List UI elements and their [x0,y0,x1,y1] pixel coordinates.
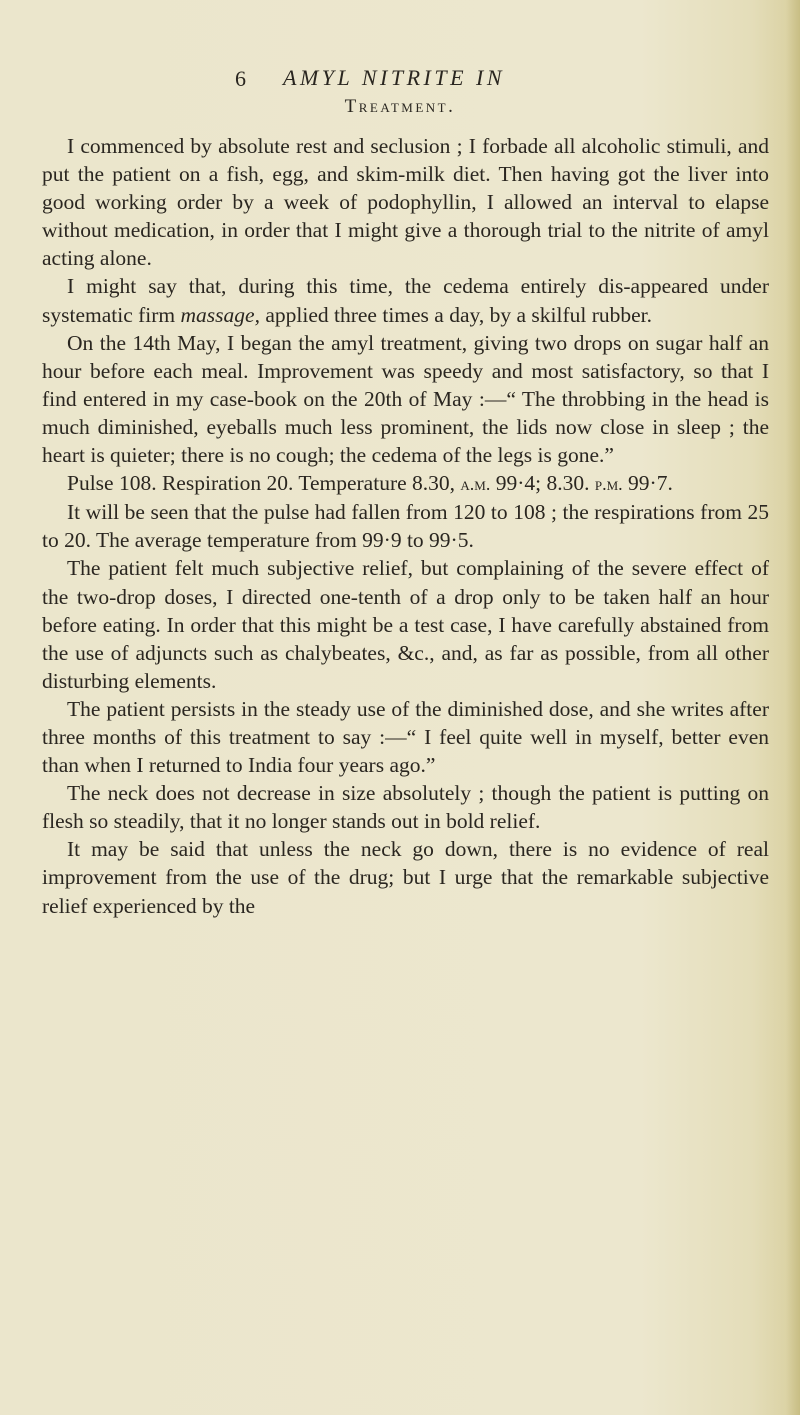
paragraph-massage-italic: massage, [180,302,260,327]
body-text [42,132,769,920]
vitals-pm: p.m. [594,474,623,495]
running-head [0,44,800,91]
paragraph-vitals [42,469,769,498]
vitals-text-c: 99·7. [622,471,673,496]
paragraph-patient-letter: The patient persists in the steady use of the diminished dose, and she writes after three months of this treatment to say :—“ I feel quite well in myself, better even than when I returned to India four years ago.” [42,696,769,778]
paragraph-subjective-relief: The patient felt much subjective relief, but complaining of the severe effect of the two-drop doses, I directed one-tenth of a drop only to be taken half an hour before eating. In order that this might be a test case, I have carefully abstained from the use of adjuncts such as chalybeates, &c., and, as far as possible, from all other disturbing elements. [42,556,769,693]
running-title: AMYL NITRITE IN [283,65,506,90]
paragraph-amyl-treatment: On the 14th May, I began the amyl treatment, giving two drops on sugar half an hour before each meal. Improvement was speedy and most satisfactory, so that I find entered in my case-book on the 20th of May :—“ The throbbing in the head is much diminished, eyeballs much less prominent, the lids now close in sleep ; the heart is quieter; there is no cough; the cedema of the legs is gone.” [42,330,769,468]
paragraph-neck-size: The neck does not decrease in size absolutely ; though the patient is putting on flesh so steadily, that it no longer stands out in bold relief. [42,781,769,834]
paragraph-rest-and-diet: I commenced by absolute rest and seclusion ; I forbade all alcoholic stimuli, and put the patient on a fish, egg, and skim-milk diet. Then having got the liver into good working order by a week of podophyllin, I allowed an interval to elapse without medication, in order that I might give a thorough trial to the nitrite of amyl acting alone. [42,134,769,271]
page-edge-shadow [786,0,800,1415]
vitals-text-b: 99·4; 8.30. [490,471,595,496]
vitals-am: a.m. [460,474,491,495]
section-heading: Treatment. [344,96,456,117]
vitals-text-a: Pulse 108. Respiration 20. Temperature 8.30, [67,471,461,496]
paragraph-massage-text-a: I might say that, during this time, the cedema entirely dis-appeared under systematic firm [42,274,769,327]
paragraph-massage [42,272,769,328]
paragraph-evidence: It may be said that unless the neck go down, there is no evidence of real improvement from the use of the drug; but I urge that the remarkable subjective relief experienced by the [42,837,769,918]
page-number: 6 [235,66,247,91]
paragraph-pulse-fallen: It will be seen that the pulse had fallen from 120 to 108 ; the respirations from 25 to 20. The average temperature from 99·9 to 99·5. [42,500,769,553]
paragraph-massage-text-b: applied three times a day, by a skilful rubber. [259,302,653,327]
